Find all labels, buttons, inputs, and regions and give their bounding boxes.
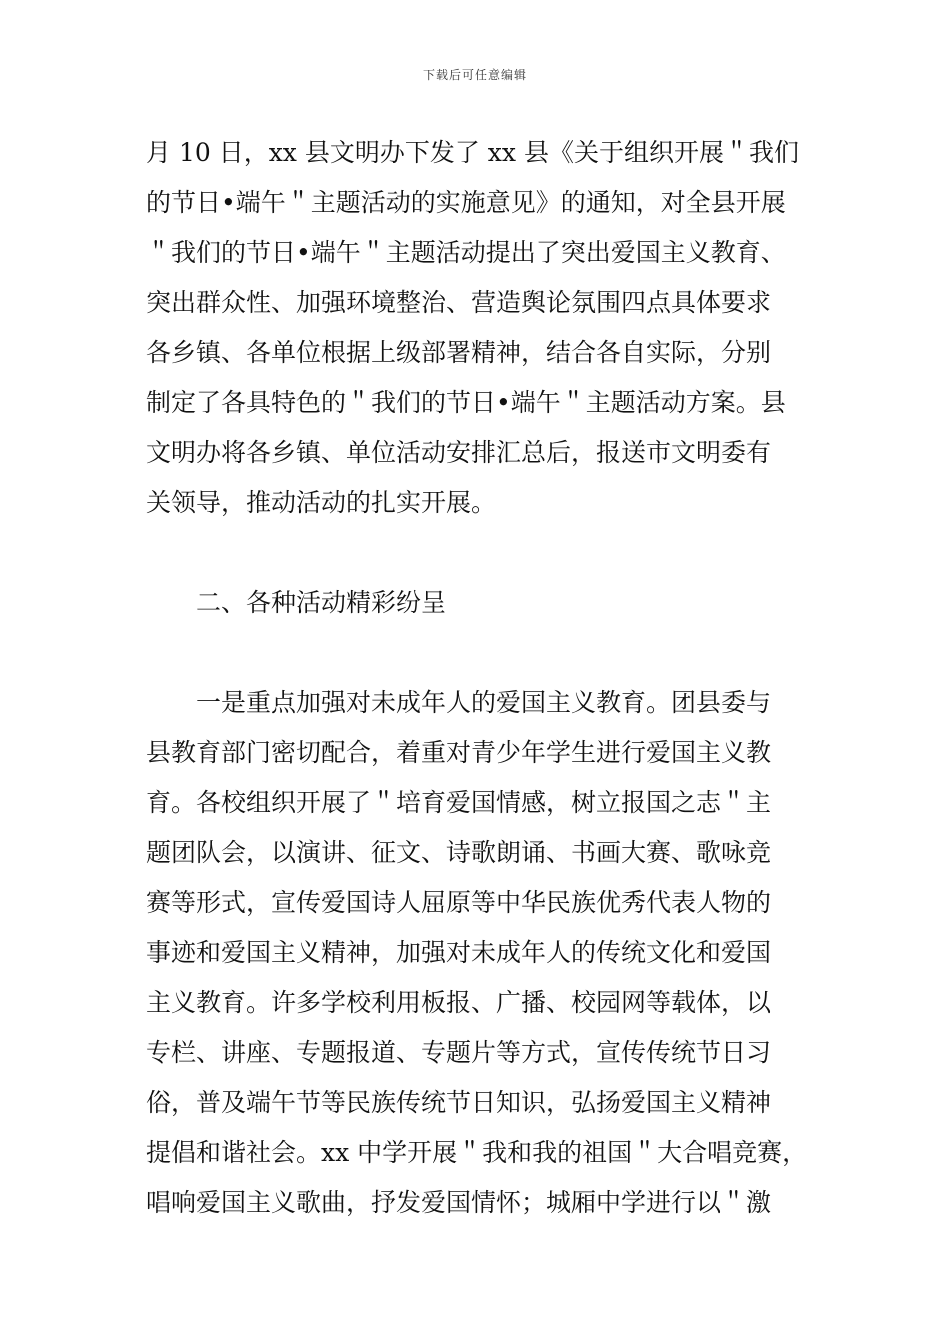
- text-line: 主义教育。许多学校利用板报、广播、校园网等载体，以: [146, 988, 772, 1017]
- text-line: 关领导，推动活动的扎实开展。: [146, 488, 497, 517]
- text-line: 育。各校组织开展了＂培育爱国情感，树立报国之志＂主: [146, 788, 772, 817]
- text-line: 制定了各具特色的＂我们的节日•端午＂主题活动方案。县: [146, 388, 786, 417]
- document-body: [146, 128, 826, 1228]
- text-line: 一是重点加强对未成年人的爱国主义教育。团县委与: [196, 688, 772, 717]
- section-heading: 二、各种活动精彩纷呈: [196, 588, 447, 617]
- paragraph-spacer: [146, 528, 826, 578]
- text-line: 题团队会，以演讲、征文、诗歌朗诵、书画大赛、歌咏竞: [146, 838, 772, 867]
- text-line: 县教育部门密切配合，着重对青少年学生进行爱国主义教: [146, 738, 772, 767]
- text-line: 赛等形式，宣传爱国诗人屈原等中华民族优秀代表人物的: [146, 888, 772, 917]
- text-line: 各乡镇、各单位根据上级部署精神，结合各自实际，分别: [146, 338, 772, 367]
- paragraph-2: [146, 678, 826, 1228]
- paragraph-1: [146, 128, 826, 528]
- text-line: 唱响爱国主义歌曲，抒发爱国情怀；城厢中学进行以＂激: [146, 1188, 772, 1217]
- text-line: 俗，普及端午节等民族传统节日知识，弘扬爱国主义精神: [146, 1088, 772, 1117]
- text-line: 事迹和爱国主义精神，加强对未成年人的传统文化和爱国: [146, 938, 772, 967]
- text-line: 突出群众性、加强环境整治、营造舆论氛围四点具体要求: [146, 288, 772, 317]
- text-line: 文明办将各乡镇、单位活动安排汇总后，报送市文明委有: [146, 438, 772, 467]
- text-line: 的节日•端午＂主题活动的实施意见》的通知，对全县开展: [146, 188, 786, 217]
- text-line: 提倡和谐社会。xx 中学开展＂我和我的祖国＂大合唱竞赛，: [146, 1138, 808, 1167]
- paragraph-spacer: [146, 628, 826, 678]
- text-line: 专栏、讲座、专题报道、专题片等方式，宣传传统节日习: [146, 1038, 772, 1067]
- text-line: 月 10 日，xx 县文明办下发了 xx 县《关于组织开展＂我们: [146, 138, 799, 167]
- page-header: 下载后可任意编辑: [422, 68, 527, 82]
- text-line: ＂我们的节日•端午＂主题活动提出了突出爱国主义教育、: [146, 238, 786, 267]
